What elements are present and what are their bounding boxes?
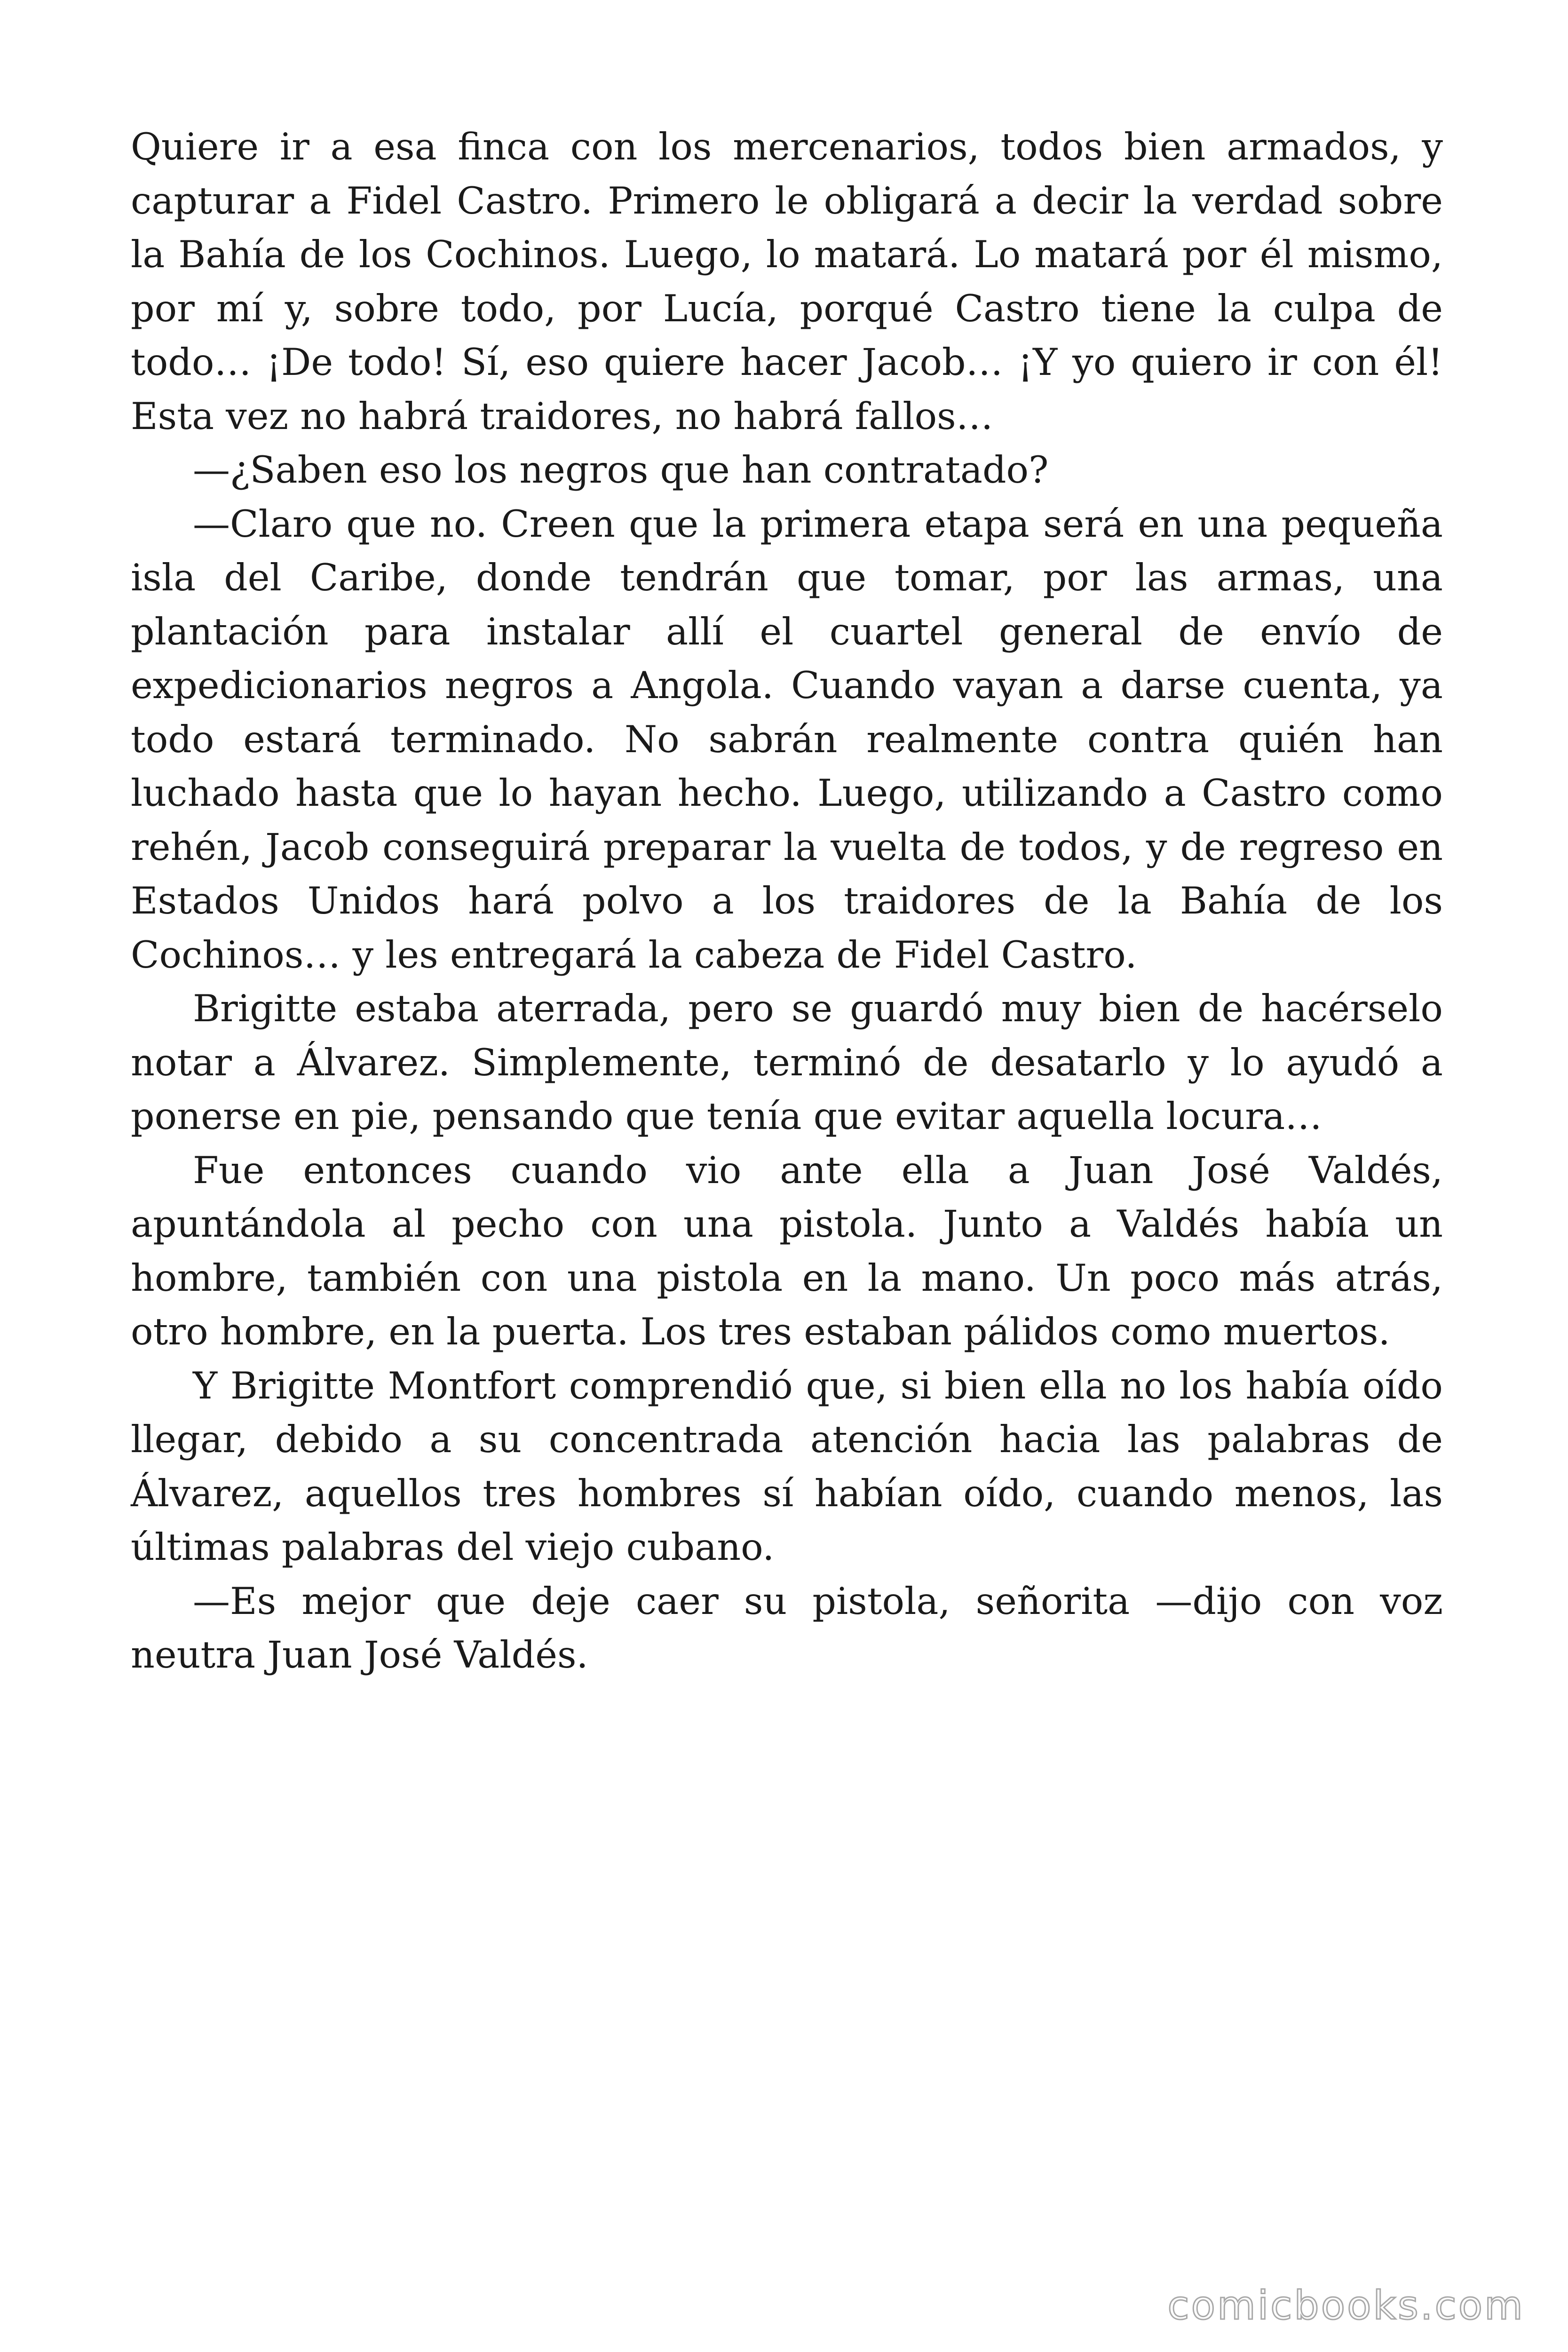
paragraph-7: —Es mejor que deje caer su pistola, señorita —dijo con voz neutra Juan José Valdés. xyxy=(131,1579,1443,1677)
watermark: comicbooks.com xyxy=(1167,2282,1525,2328)
paragraph-3: —Claro que no. Creen que la primera etapa será en una pequeña isla del Caribe, donde tendrán que tomar, por las armas, una plantación para instalar allí el cuartel general de envío de expedicionarios negros a Angola. Cuando vayan a darse cuenta, ya todo estará terminado. No sabrán realmente contra quién han luchado hasta que lo hayan hecho. Luego, utilizando a Castro como rehén, Jacob conseguirá preparar la vuelta de todos, y de regreso en Estados Unidos hará polvo a los traidores de la Bahía de los Cochinos… y les entregará la cabeza de Fidel Castro. xyxy=(131,502,1443,977)
paragraph-4: Brigitte estaba aterrada, pero se guardó muy bien de hacérselo notar a Álvarez. Simplemente, terminó de desatarlo y lo ayudó a ponerse en pie, pensando que tenía que evitar aquella locura… xyxy=(131,987,1443,1138)
book-page-text xyxy=(131,120,1443,1682)
paragraph-2: —¿Saben eso los negros que han contratado? xyxy=(193,448,1049,492)
paragraph-1: Quiere ir a esa finca con los mercenarios, todos bien armados, y capturar a Fidel Castro. Primero le obligará a decir la verdad sobre la Bahía de los Cochinos. Luego, lo matará. Lo matará por él mismo, por mí y, sobre todo, por Lucía, porqué Castro tiene la culpa de todo… ¡De todo! Sí, eso quiere hacer Jacob… ¡Y yo quiero ir con él! Esta vez no habrá traidores, no habrá fallos… xyxy=(131,125,1443,438)
paragraph-5: Fue entonces cuando vio ante ella a Juan José Valdés, apuntándola al pecho con una pistola. Junto a Valdés había un hombre, también con una pistola en la mano. Un poco más atrás, otro hombre, en la puerta. Los tres estaban pálidos como muertos. xyxy=(131,1148,1443,1353)
paragraph-6: Y Brigitte Montfort comprendió que, si bien ella no los había oído llegar, debido a su concentrada atención hacia las palabras de Álvarez, aquellos tres hombres sí habían oído, cuando menos, las últimas palabras del viejo cubano. xyxy=(131,1364,1443,1569)
